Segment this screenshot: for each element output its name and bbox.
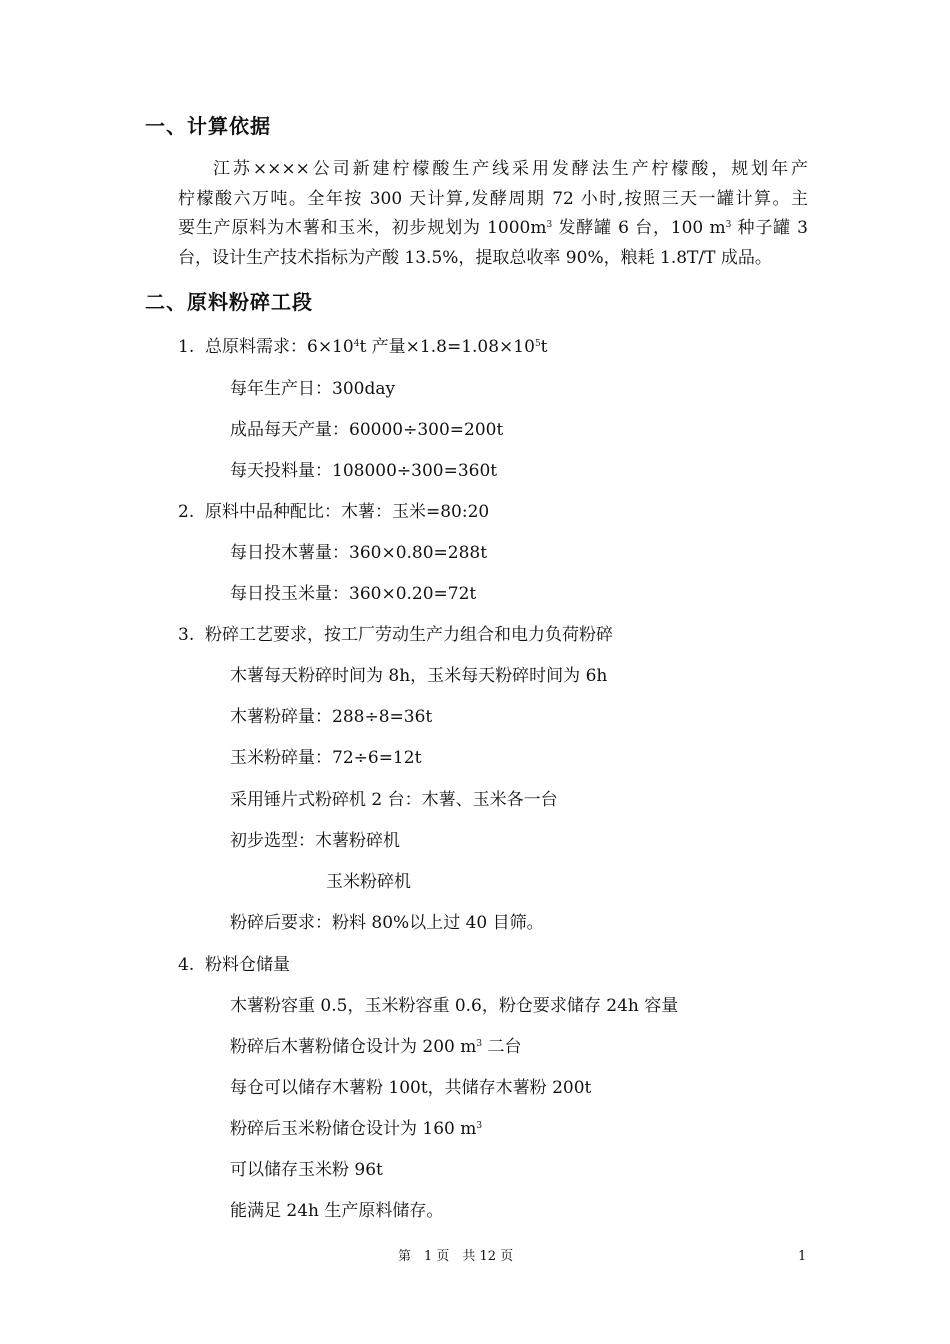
intro-line-3b: 发酵罐 6 台，100 m xyxy=(552,218,726,238)
intro-line-3 xyxy=(178,214,808,244)
item-4-row-4 xyxy=(230,1118,482,1140)
intro-line-2: 柠檬酸六万吨。全年按 300 天计算,发酵周期 72 小时,按照三天一罐计算。主 xyxy=(178,188,808,209)
item-3-row-3: 玉米粉碎量：72÷6=12t xyxy=(230,748,422,768)
item-4-title xyxy=(178,954,290,976)
superscript-4: 4 xyxy=(353,339,360,349)
superscript-3: 3 xyxy=(546,220,553,230)
item-1-text-b: t 产量×1.8=1.08×10 xyxy=(359,337,535,357)
item-2-title xyxy=(178,501,489,523)
intro-line-1: 江苏××××公司新建柠檬酸生产线采用发酵法生产柠檬酸，规划年产 xyxy=(213,159,808,179)
item-2-row-2: 每日投玉米量：360×0.20=72t xyxy=(230,584,477,604)
section-heading-basis: 一、计算依据 xyxy=(145,114,271,138)
intro-line-3c: 种子罐 3 xyxy=(731,218,808,238)
item-number: 2. xyxy=(178,502,195,522)
item-3-row-1: 木薯每天粉碎时间为 8h，玉米每天粉碎时间为 6h xyxy=(230,666,608,686)
intro-paragraph xyxy=(178,155,808,273)
section-heading-crushing: 二、原料粉碎工段 xyxy=(145,290,313,314)
item-number: 4. xyxy=(178,955,195,975)
item-4-row-2 xyxy=(230,1036,522,1058)
item-4-row-6: 能满足 24h 生产原料储存。 xyxy=(230,1201,444,1221)
item-4-row-4a: 粉碎后玉米粉储仓设计为 160 m xyxy=(230,1119,477,1139)
item-3-text: 粉碎工艺要求，按工厂劳动生产力组合和电力负荷粉碎 xyxy=(205,625,613,645)
item-3-row-2: 木薯粉碎量：288÷8=36t xyxy=(230,707,433,727)
item-1-row-3: 每天投料量：108000÷300=360t xyxy=(230,461,498,481)
item-1-row-1: 每年生产日：300day xyxy=(230,379,396,399)
item-number: 3. xyxy=(178,625,195,645)
item-number: 1. xyxy=(178,337,195,357)
item-3-row-7: 粉碎后要求：粉料 80%以上过 40 目筛。 xyxy=(230,913,544,933)
item-2-text: 原料中品种配比：木薯：玉米=80:20 xyxy=(205,502,490,522)
item-3-row-5: 初步选型：木薯粉碎机 xyxy=(230,831,400,851)
page-number: 1 xyxy=(798,1249,807,1264)
item-3-row-6: 玉米粉碎机 xyxy=(326,872,411,892)
item-1-title xyxy=(178,336,548,358)
item-1-text-c: t xyxy=(540,337,548,357)
item-2-row-1: 每日投木薯量：360×0.80=288t xyxy=(230,543,488,563)
item-4-row-2b: 二台 xyxy=(482,1037,522,1057)
item-4-row-2a: 粉碎后木薯粉储仓设计为 200 m xyxy=(230,1037,477,1057)
item-4-row-1: 木薯粉容重 0.5，玉米粉容重 0.6，粉仓要求储存 24h 容量 xyxy=(230,996,679,1016)
intro-line-3a: 要生产原料为木薯和玉米，初步规划为 1000m xyxy=(178,218,547,238)
superscript-3: 3 xyxy=(476,1039,483,1049)
page-footer-pagination: 第 1 页 共 12 页 xyxy=(398,1249,514,1264)
item-3-row-4: 采用锤片式粉碎机 2 台：木薯、玉米各一台 xyxy=(230,790,558,810)
superscript-5: 5 xyxy=(534,339,541,349)
item-1-row-2: 成品每天产量：60000÷300=200t xyxy=(230,420,504,440)
item-4-text: 粉料仓储量 xyxy=(205,955,290,975)
item-1-text-a: 总原料需求：6×10 xyxy=(205,337,354,357)
superscript-3: 3 xyxy=(725,220,732,230)
item-4-row-3: 每仓可以储存木薯粉 100t，共储存木薯粉 200t xyxy=(230,1078,592,1098)
item-3-title xyxy=(178,624,613,646)
superscript-3: 3 xyxy=(476,1121,483,1131)
intro-line-4: 台，设计生产技术指标为产酸 13.5%，提取总收率 90%，粮耗 1.8T/T 成品。 xyxy=(178,247,772,268)
item-4-row-5: 可以储存玉米粉 96t xyxy=(230,1160,383,1180)
